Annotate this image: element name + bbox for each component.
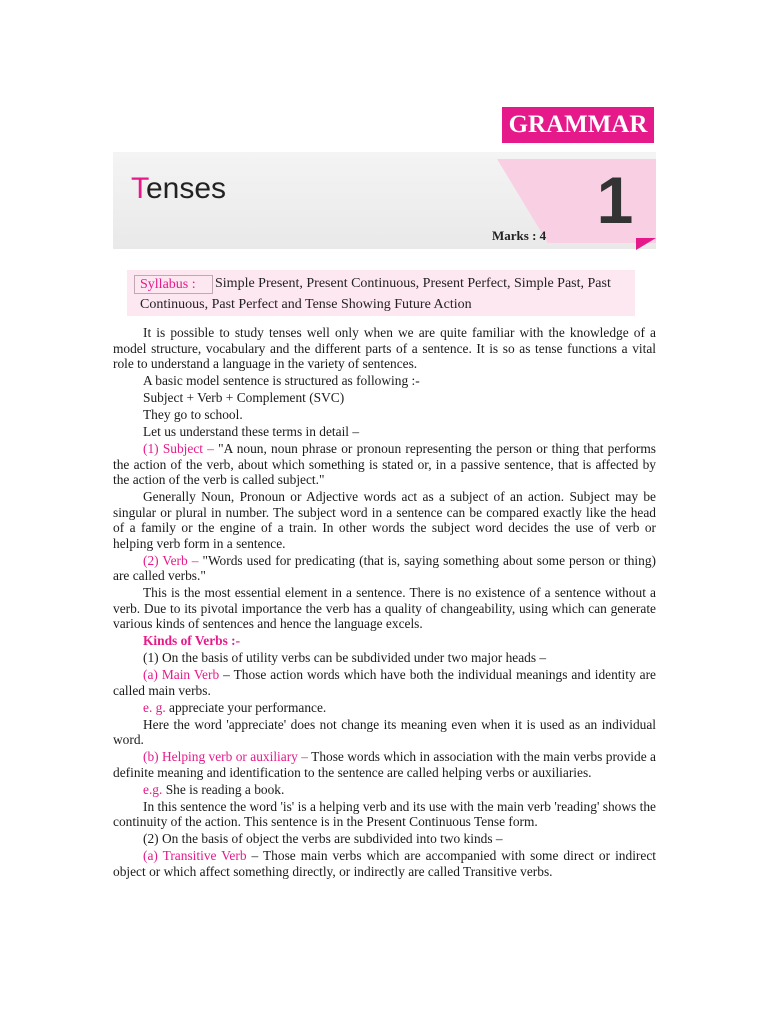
main-verb-text: – Those action words which have both the individual meanings and identity are called main verbs. bbox=[113, 667, 656, 698]
paragraph-verb-essential: This is the most essential element in a sentence. There is no existence of a sentence without a verb. Due to its pivotal importance the verb has a quality of changeability, using which can generate various kinds of sentences and hence the language excels. bbox=[113, 585, 656, 631]
example-1-label: e. g. bbox=[143, 699, 166, 715]
paragraph-helping-verb bbox=[113, 749, 656, 780]
paragraph-is-helping: In this sentence the word 'is' is a helping verb and its use with the main verb 'reading' shows the continuity of the action. This sentence is in the Present Continuous Tense form. bbox=[113, 798, 656, 829]
syllabus-line-1: Simple Present, Present Continuous, Present Perfect, Simple Past, Past bbox=[215, 276, 611, 291]
chapter-number: 1 bbox=[596, 163, 634, 237]
helping-verb-label: (b) Helping verb or auxiliary – bbox=[143, 749, 308, 764]
paragraph-example-2 bbox=[113, 782, 656, 798]
marks-label: Marks : 4 bbox=[492, 228, 547, 243]
example-2-label: e.g. bbox=[143, 781, 163, 797]
verb-text: "Words used for predicating (that is, saying something about some person or thing) are called verbs." bbox=[113, 552, 656, 583]
kinds-of-verbs-heading: Kinds of Verbs :- bbox=[143, 633, 241, 648]
chapter-title-initial: T bbox=[131, 172, 146, 205]
example-2-text: She is reading a book. bbox=[162, 781, 285, 797]
paragraph-object: (2) On the basis of object the verbs are subdivided into two kinds – bbox=[143, 831, 503, 846]
grammar-banner: GRAMMAR bbox=[502, 107, 654, 143]
paragraph-example-1 bbox=[113, 700, 656, 716]
helping-verb-text: Those words which in association with the main verbs provide a definite meaning and identification to the sentence are called helping verbs or auxiliaries. bbox=[113, 749, 656, 780]
paragraph-subject-general: Generally Noun, Pronoun or Adjective words act as a subject of an action. Subject may be singular or plural in number. The subject word in a sentence can be compared exactly like the head of a family or the engine of a train. In other words the subject word decides the use of verb or helping verb form in a sentence. bbox=[113, 489, 656, 551]
paragraph-transitive bbox=[113, 848, 656, 879]
paragraph-main-verb bbox=[113, 667, 656, 698]
paragraph-verb bbox=[113, 553, 656, 584]
paragraph-intro: It is possible to study tenses well only when we are quite familiar with the knowledge of a model structure, vocabulary and the different parts of a sentence. It is so as tense functions a vital role to understand a language in the variety of sentences. bbox=[113, 325, 656, 371]
paragraph-appreciate: Here the word 'appreciate' does not change its meaning even when it is used as an individual word. bbox=[113, 716, 656, 747]
verb-label: (2) Verb – bbox=[143, 552, 199, 568]
paragraph-subject bbox=[113, 441, 656, 488]
syllabus-label: Syllabus : bbox=[134, 275, 213, 294]
subject-text: "A noun, noun phrase or pronoun representing the person or thing that performs the action of the verb, about which something is stated or, in a passive sentence, that is affected by the action of the verb is called subject." bbox=[113, 441, 657, 487]
paragraph-example: They go to school. bbox=[143, 407, 243, 422]
syllabus-line-2: Continuous, Past Perfect and Tense Showing Future Action bbox=[140, 297, 472, 312]
transitive-verb-label: (a) Transitive Verb bbox=[143, 848, 247, 863]
paragraph-svc: Subject + Verb + Complement (SVC) bbox=[143, 390, 345, 405]
body-text bbox=[113, 325, 656, 881]
paragraph-detail: Let us understand these terms in detail – bbox=[143, 424, 360, 439]
subject-label: (1) Subject – bbox=[143, 441, 214, 456]
main-verb-label: (a) Main Verb bbox=[143, 667, 220, 682]
transitive-verb-text: – Those main verbs which are accompanied with some direct or indirect object or which affect something directly, or indirectly are called Transitive verbs. bbox=[113, 848, 656, 879]
paragraph-utility: (1) On the basis of utility verbs can be subdivided under two major heads – bbox=[143, 650, 547, 665]
example-1-text: appreciate your performance. bbox=[165, 699, 327, 715]
paragraph-model: A basic model sentence is structured as following :- bbox=[143, 373, 420, 388]
chapter-title bbox=[131, 172, 226, 206]
chapter-title-rest: enses bbox=[146, 172, 227, 205]
